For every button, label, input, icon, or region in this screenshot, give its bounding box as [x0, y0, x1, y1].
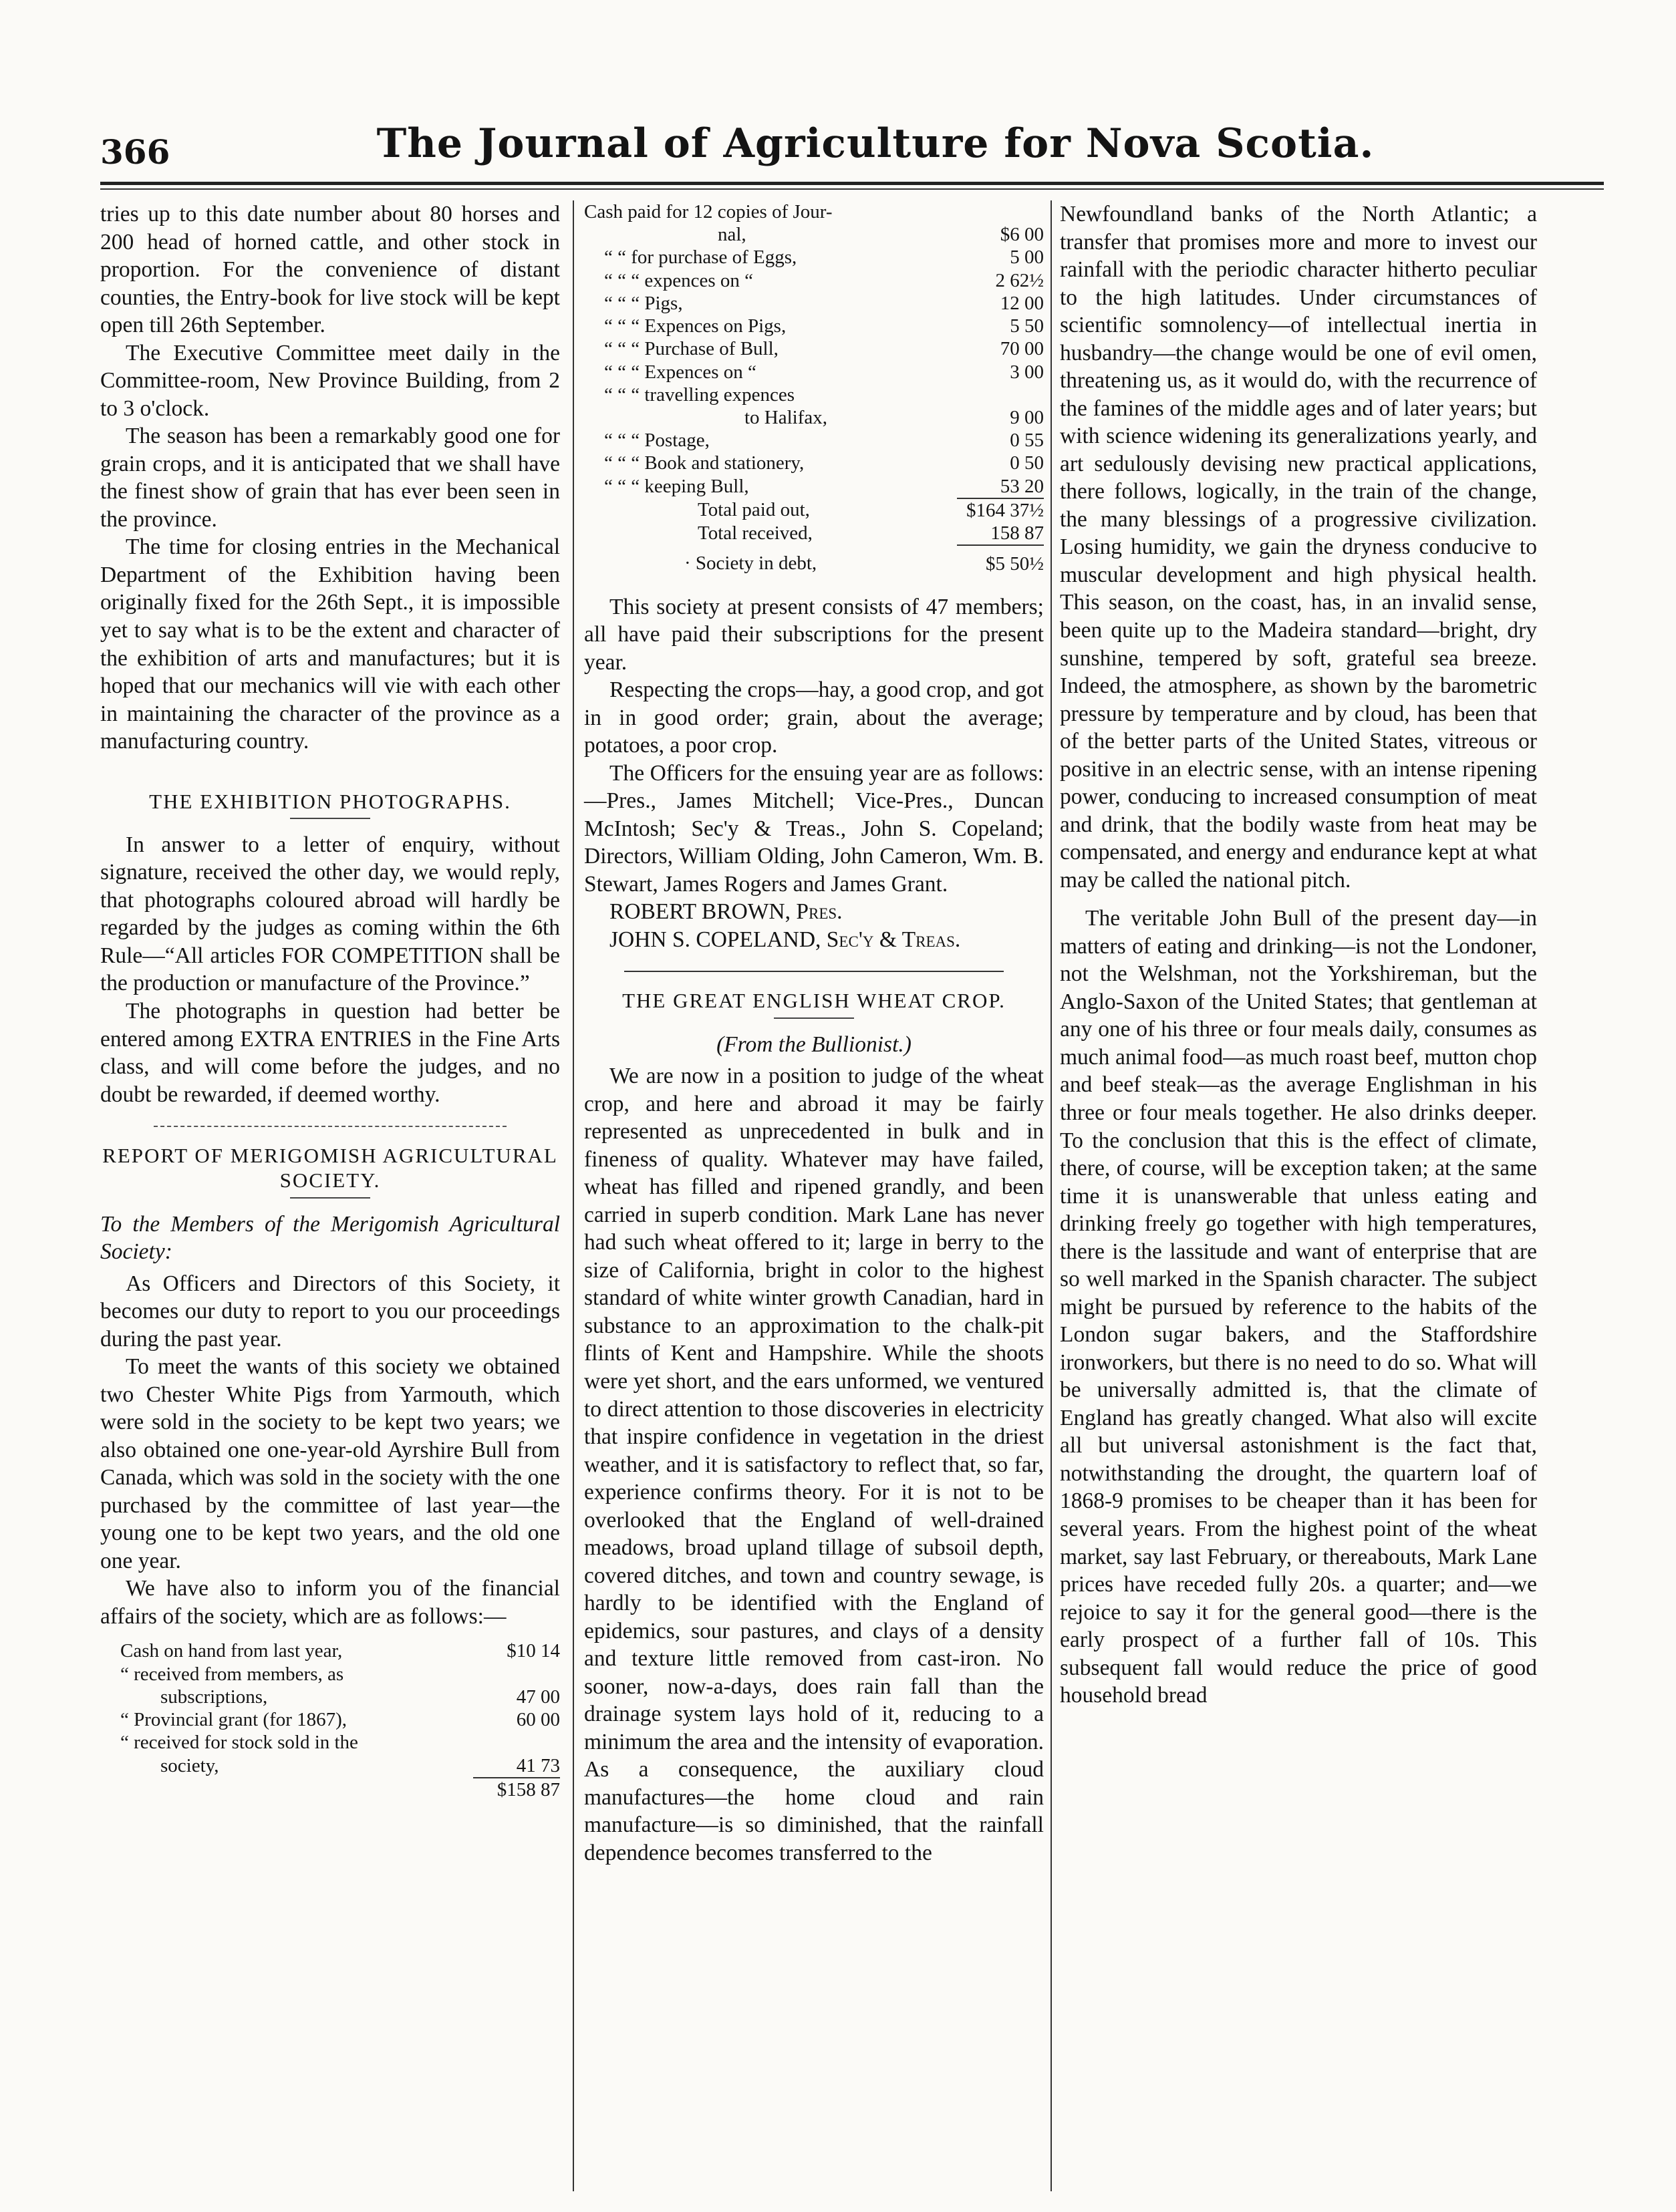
payment-amount: 5 50: [1010, 315, 1044, 337]
payment-amount: 2 62½: [995, 269, 1044, 291]
section-heading-report: REPORT OF MERIGOMISH AGRICULTURAL SOCIETY.: [102, 1144, 558, 1193]
table-row: [100, 1754, 560, 1778]
table-row: [584, 337, 1044, 360]
paragraph: In answer to a letter of enquiry, without signature, received the other day, we would reply, that photographs coloured abroad will hardly be regarded by the judges as coming within the 6th Rule—“All articles FOR COMPETITION shall be the production or manufacture of the Province.”: [100, 832, 560, 996]
table-row: [584, 429, 1044, 452]
payment-label: “ “ “ Purchase of Bull,: [604, 338, 779, 360]
paragraph: We are now in a position to judge of the wheat crop, and here and abroad it may be fairly represented as unprecedented in bulk and in fineness of quality. Whatever may have failed, wheat has filled and ripened grandly, and been carried in superb condition. Mark Lane has never had such wheat offered to it; large in berry to the size of California, bright in color to the highest standard of white winter growth Canadian, hard in substance to an approximation to the chalk-pit flints of Kent and Hampshire. While the shoots were yet short, and the ears unformed, we ventured to direct attention to those discoveries in electricity that inspire confidence in vegetation in the driest weather, and it is satisfactory to reflect that, so far, experience confirms theory. For it is not to be overlooked that the England of well-drained meadows, broad upland tillage of subsoil depth, covered ditches, and town and country sewage, is hardly to be identified with the England of epidemics, sour pastures, and clays of a density and texture little removed from cast-iron. No sooner, now-a-days, does rain fall than the drainage system lays hold of it, reducing to a minimum the area and the intensity of evaporation. As a consequence, the auxiliary cloud manufactures—the home cloud and rain manufacture—is so diminished, that the rainfall dependence becomes transferred to the: [584, 1064, 1044, 1865]
payment-amount: 70 00: [1000, 338, 1044, 360]
table-row: [584, 361, 1044, 383]
payment-amount: 12 00: [1000, 292, 1044, 314]
table-row: [584, 223, 1044, 246]
table-row-total: [100, 1778, 560, 1801]
table-row: [584, 269, 1044, 292]
paragraph: The time for closing entries in the Mechanical Department of the Exhibition having been originally fixed for the 26th Sept., it is impossible yet to say what is to be the extent and character of the exhibition of arts and manufactures; but it is hoped that our mechanics will vie with each other in maintaining the character of the province as a manufacturing country.: [100, 534, 560, 754]
signature-president: ROBERT BROWN, Pres.: [609, 899, 843, 925]
signature-secretary: JOHN S. COPELAND, Sec'y & Treas.: [609, 927, 961, 952]
payment-label: “ “ “ Expences on Pigs,: [604, 315, 787, 337]
payment-amount: 0 55: [1010, 430, 1044, 452]
column-2: [584, 200, 1044, 1867]
table-row: [584, 246, 1044, 269]
receipt-amount: [473, 1663, 560, 1686]
total-paid: $164 37½: [957, 498, 1044, 522]
payment-label: “ “ “ expences on “: [604, 269, 754, 291]
payment-amount: 3 00: [1010, 361, 1044, 383]
table-row: [584, 315, 1044, 337]
payment-amount: 0 50: [1010, 452, 1044, 474]
table-row: [100, 1731, 560, 1754]
table-row: [100, 1639, 560, 1662]
receipt-label: “ received from members, as: [120, 1663, 344, 1685]
receipt-amount: 60 00: [516, 1709, 560, 1731]
table-row: [584, 200, 1044, 223]
receipt-amount: [473, 1731, 560, 1754]
paragraph: We have also to inform you of the financial affairs of the society, which are as follows:—: [100, 1576, 560, 1629]
payment-amount: [957, 200, 1044, 223]
report-address: To the Members of the Merigomish Agricultural Society:: [100, 1211, 560, 1265]
receipt-label: “ received for stock sold in the: [120, 1732, 358, 1754]
payment-label: “ “ “ Postage,: [604, 430, 710, 452]
table-row-debt: [584, 545, 1044, 575]
payment-amount: 9 00: [1010, 406, 1044, 428]
column-3: [1060, 200, 1537, 1710]
receipt-amount: 41 73: [516, 1754, 560, 1776]
receipt-amount: $10 14: [507, 1640, 560, 1662]
paragraph: To meet the wants of this society we obtained two Chester White Pigs from Yarmouth, which were sold in the society to be kept two years; we also obtained one one-year-old Ayrshire Bull from Canada, which was sold in the society with the one purchased by the committee of last year—the young one to be kept two years, and the old one one year.: [100, 1354, 560, 1573]
paragraph: The photographs in question had better be entered among EXTRA ENTRIES in the Fine Arts class, and will come before the judges, and no doubt be rewarded, if deemed worthy.: [100, 999, 560, 1107]
paragraph: As Officers and Directors of this Society, it becomes our duty to report to you our proceedings during the past year.: [100, 1271, 560, 1352]
payment-label: “ “ “ Book and stationery,: [604, 452, 805, 474]
payment-label: “ “ for purchase of Eggs,: [604, 247, 797, 269]
payment-label: “ “ “ Expences on “: [604, 361, 756, 383]
table-row: [584, 452, 1044, 474]
paragraph: The season has been a remarkably good one for grain crops, and it is anticipated that we shall have the finest show of grain that has ever been seen in the province.: [100, 424, 560, 532]
header-rule-thin: [100, 188, 1604, 190]
payment-label: “ “ “ Pigs,: [604, 292, 683, 314]
payment-label: to Halifax,: [744, 406, 828, 428]
total-paid-label: Total paid out,: [698, 498, 810, 520]
column-1: [100, 200, 560, 1801]
paragraph: tries up to this date number about 80 horses and 200 head of horned cattle, and other stock in proportion. For the convenience of distant counties, the Entry-book for live stock will be kept open till 26th September.: [100, 202, 560, 338]
divider: [774, 1017, 854, 1019]
running-title: The Journal of Agriculture for Nova Scotia.: [376, 120, 1375, 167]
receipt-label: “ Provincial grant (for 1867),: [120, 1709, 347, 1731]
payment-amount: 53 20: [1000, 475, 1044, 497]
table-row: [100, 1663, 560, 1686]
payment-amount: $6 00: [1000, 224, 1044, 246]
receipt-amount: 47 00: [516, 1686, 560, 1708]
section-divider: [624, 971, 1004, 972]
payments-table: [584, 200, 1044, 576]
paragraph: Newfoundland banks of the North Atlantic; a transfer that promises more and more to invest our rainfall with the periodic character hitherto peculiar to the high latitudes. Under circumstances of scientific somnolency—of intellectual inertia in husbandry—the change would be one of evil omen, threatening us, as it would do, with the recurrence of the famines of the middle ages and of later years; but with science widening its generalizations yearly, and art sedulously devising new practical applications, there follows, logically, in the train of the change, the many blessings of a progressive civilization. Losing humidity, we gain the dryness conducive to muscular development and high physical health. This season, on the coast, has, in an invalid sense, been quite up to the Madeira standard—bright, dry sunshine, tempered by soft, grateful sea breeze. Indeed, the atmosphere, as shown by the barometric pressure by temperature and by cloud, has been that of the better parts of the United States, vitreous or positive in an electric sense, with an intense ripening power, conducing to increased consumption of meat and drink, that the bodily waste from heat may be compensated, and energy and endurance kept at what may be called the national pitch.: [1060, 202, 1537, 893]
section-divider: [154, 1126, 507, 1127]
section-heading-wheat: THE GREAT ENGLISH WHEAT CROP.: [622, 989, 1006, 1013]
section-heading-photographs: THE EXHIBITION PHOTOGRAPHS.: [149, 789, 511, 813]
paragraph: The Officers for the ensuing year are as follows:—Pres., James Mitchell; Vice-Pres., Duncan McIntosh; Sec'y & Treas., John S. Copeland; Directors, William Olding, John Cameron, Wm. B. Stewart, James Rogers and James Grant.: [584, 760, 1044, 897]
paragraph: The veritable John Bull of the present day—in matters of eating and drinking—is not the Londoner, not the Welshman, not the Yorkshireman, but the Anglo-Saxon of the United States; that gentleman at any one of his three or four meals daily, consumes as much animal food—as much roast beef, mutton chop and beef steak—as the average Englishman in his three or four meals together. He also drinks deeper. To the conclusion that this is the effect of climate, there, of course, will be exception taken; at the same time it is unanswerable that unless eating and drinking freely go together with high temperatures, there is the lassitude and want of enterprise that are so well marked in the Spanish character. The subject might be pursued by reference to the habits of the London sugar bakers, and the Staffordshire ironworkers, but there is no need to do so. What will be universally admitted is, that the climate of England has greatly changed. What also will excite all but universal astonishment is the fact that, notwithstanding the drought, the quartern loaf of 1868-9 promises to be cheaper than it has been for several years. From the highest point of the wheat market, say last February, or thereabouts, Mark Lane prices have receded fully 20s. a quarter; and—we rejoice to say it for the general good—there is the early prospect of a further fall of 10s. This subsequent fall would reduce the price of good household bread: [1060, 906, 1537, 1708]
table-row-total: [584, 498, 1044, 522]
column-divider-1: [573, 200, 574, 2191]
debt-label: · Society in debt,: [684, 552, 817, 575]
table-row: [584, 522, 1044, 545]
total-received: 158 87: [990, 522, 1044, 544]
table-row: [100, 1708, 560, 1731]
column-divider-2: [1051, 200, 1052, 2191]
divider: [290, 818, 370, 819]
receipts-total: $158 87: [473, 1778, 560, 1801]
receipt-label: society,: [160, 1754, 219, 1776]
payment-amount: 5 00: [1010, 247, 1044, 269]
paragraph: Respecting the crops—hay, a good crop, and got in in good order; grain, about the average; potatoes, a poor crop.: [584, 677, 1044, 758]
payment-label: “ “ “ keeping Bull,: [604, 475, 749, 497]
table-row: [584, 292, 1044, 315]
payment-amount: [957, 383, 1044, 406]
table-row: [584, 383, 1044, 406]
debt-amount: $5 50½: [957, 545, 1044, 575]
header-rule-thick: [100, 182, 1604, 185]
total-received-label: Total received,: [698, 522, 813, 544]
payment-label: nal,: [718, 224, 746, 246]
receipt-label: subscriptions,: [160, 1686, 268, 1708]
receipts-table: [100, 1639, 560, 1801]
receipt-label: Cash on hand from last year,: [120, 1640, 343, 1662]
page-number: 366: [100, 132, 170, 172]
table-row: [584, 406, 1044, 429]
table-row: [584, 475, 1044, 498]
divider: [290, 1197, 370, 1199]
paragraph: The Executive Committee meet daily in the Committee-room, New Province Building, from 2 to 3 o'clock.: [100, 340, 560, 421]
payment-label: “ “ “ travelling expences: [604, 383, 795, 406]
article-source: (From the Bullionist.): [716, 1032, 912, 1057]
payment-label: Cash paid for 12 copies of Jour-: [584, 201, 833, 222]
table-row: [100, 1686, 560, 1708]
paragraph: This society at present consists of 47 members; all have paid their subscriptions for the present year.: [584, 594, 1044, 675]
